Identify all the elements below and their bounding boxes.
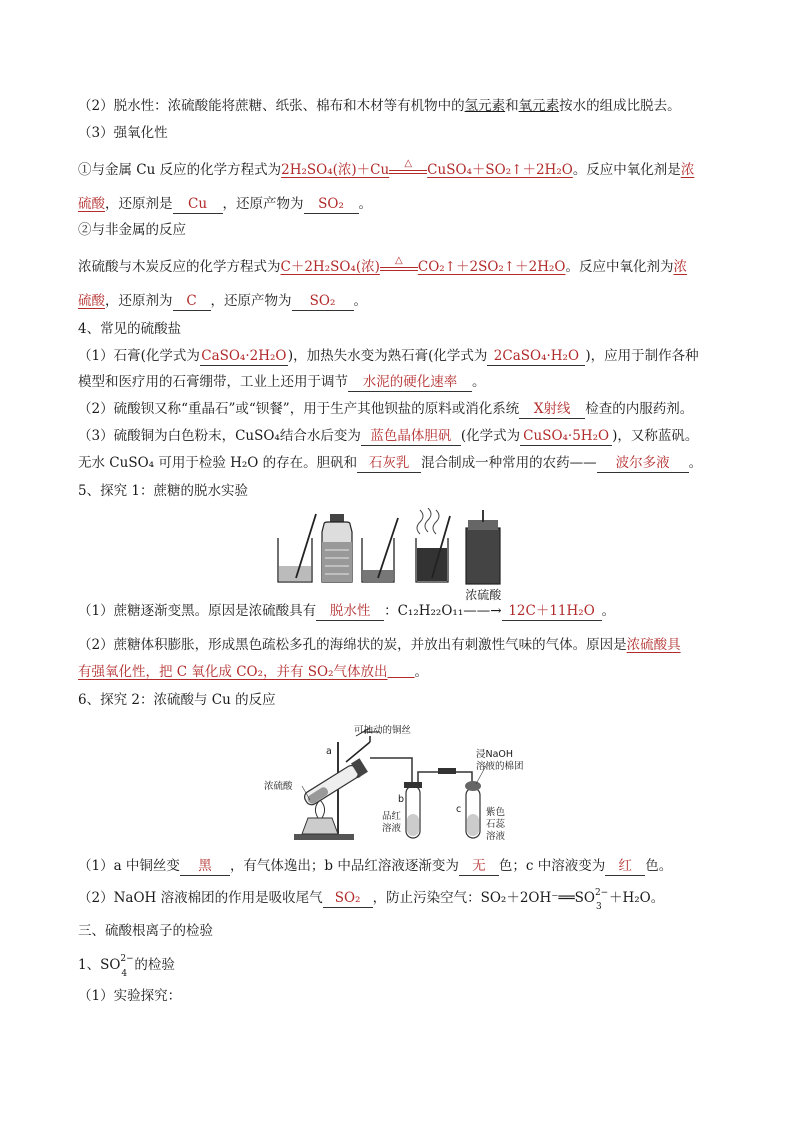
lime-milk-answer: 石灰乳 — [357, 454, 421, 473]
cu-equation-rhs: CuSO₄＋SO₂↑＋2H₂O — [427, 162, 573, 178]
c-reaction-line2: 硫酸，还原剂为 C ，还原产物为 SO₂ 。 — [78, 293, 367, 309]
gypsum-use: 水泥的硬化速率 — [348, 373, 472, 392]
expanded-carbon-beaker-icon — [466, 510, 500, 584]
copper-sulfate-line: （3）硫酸铜为白色粉末，CuSO₄结合水后变为 蓝色晶体胆矾 (化学式为 CuSO₄·5H₂O )，又称蓝矾。 — [78, 428, 699, 444]
c-oxidant-a: 浓 — [673, 259, 687, 275]
plaster-formula: 2CaSO₄·H₂O — [487, 347, 585, 366]
catalyst-label: 浓硫酸 — [465, 588, 502, 602]
fuming-beaker-icon — [416, 508, 450, 582]
sugar-products-answer: 12C＋11H₂O — [502, 602, 602, 621]
tube-c-label: c — [456, 804, 462, 815]
oxygen-element: 氧元素 — [518, 98, 560, 114]
cu-acid-apparatus-figure — [262, 722, 532, 844]
b-liquid-label-2: 溶液 — [382, 823, 402, 834]
exp1-q1-line: （1）蔗糖逐渐变黑。原因是浓硫酸具有 脱水性 ：C₁₂H₂₂O₁₁ 浓硫酸 ——→ 12C＋11H₂O 。 — [78, 601, 728, 621]
exp1-title: 5、探究 1：蔗糖的脱水实验 — [78, 483, 248, 499]
c-equation-lhs: C＋2H₂SO₄(浓) — [280, 259, 380, 275]
section3-title: 三、硫酸根离子的检验 — [78, 923, 213, 939]
copper-sulfate-line2: 无水 CuSO₄ 可用于检验 H₂O 的存在。胆矾和 石灰乳 混合制成一种常用的农药—— 波尔多液 。 — [78, 455, 703, 471]
cu-reductant-answer: Cu — [173, 195, 223, 214]
naoh-label-2: 溶液的棉团 — [476, 761, 524, 772]
barium-answer: X射线 — [519, 400, 585, 419]
tube-b-label: b — [398, 794, 405, 805]
bluestone-answer: 蓝色晶体胆矾 — [361, 427, 461, 446]
bordeaux-answer: 波尔多液 — [597, 454, 689, 473]
gypsum-formula: CaSO₄·2H₂O — [201, 348, 287, 364]
c-liquid-label-3: 溶液 — [486, 831, 506, 842]
acid-label: 浓硫酸 — [264, 781, 293, 792]
heat-equals-sign: △ — [389, 168, 427, 174]
beaker-icon — [278, 514, 316, 582]
exp2-q2-line: （2）NaOH 溶液棉团的作用是吸收尾气 SO₂ ，防止污染空气：SO₂＋2OH⁻══SO 2− 3 ＋H₂O。 — [78, 888, 665, 912]
cu-reaction-line2: 硫酸，还原剂是 Cu ，还原产物为 SO₂ 。 — [78, 196, 372, 212]
tube-a-label: a — [326, 746, 332, 757]
exp1-q2-line2: 有强氧化性，把 C 氧化成 CO₂，并有 SO₂气体放出 。 — [78, 664, 429, 680]
wire-color-answer: 黑 — [180, 857, 230, 876]
c-equation-rhs: CO₂↑＋2SO₂↑＋2H₂O — [417, 259, 566, 275]
c-product-answer: SO₂ — [292, 292, 354, 311]
barium-line: （2）硫酸钡又称“重晶石”或“钡餐”，用于生产其他钡盐的原料或消化系统 X射线 检查的内服药剂。 — [78, 401, 694, 417]
naoh-label-1: 浸NaOH — [476, 749, 514, 760]
cu-oxidant-a: 浓 — [680, 162, 695, 178]
gypsum-line2: 模型和医疗用的石膏绷带，工业上还用于调节 水泥的硬化速率 。 — [78, 374, 486, 390]
exp1-q2-answer-a: 浓硫酸具 — [626, 637, 681, 653]
bluestone-formula: CuSO₄·5H₂O — [520, 427, 612, 446]
beaker-icon — [362, 518, 398, 582]
reagent-bottle-icon — [322, 514, 352, 582]
wire-label: 可抽动的铜丝 — [354, 725, 412, 736]
nonmetal-title: ②与非金属的反应 — [78, 222, 186, 238]
dehydration-line: （2）脱水性：浓硫酸能将蔗糖、纸张、棉布和木材等有机物中的氢元素和氧元素按水的组成比脱去。 — [78, 98, 681, 114]
c-reductant-answer: C — [173, 292, 211, 311]
cu-product-answer: SO₂ — [304, 195, 359, 214]
fuchsine-answer: 无 — [459, 857, 499, 876]
hydrogen-element: 氢元素 — [464, 98, 506, 114]
so4-title: 1、SO 2− 4 的检验 — [78, 954, 175, 979]
c-oxidant-b: 硫酸 — [78, 293, 105, 309]
oxidizing-title: （3）强氧化性 — [78, 125, 168, 141]
c-liquid-label-1: 紫色 — [486, 807, 506, 818]
explore-label: （1）实验探究： — [78, 988, 182, 1004]
dehydration-answer: 脱水性 — [316, 602, 384, 621]
heat-equals-sign: △ — [380, 265, 418, 271]
exp2-q1-line: （1）a 中铜丝变 黑 ，有气体逸出；b 中品红溶液逐渐变为 无 色；c 中溶液变为 红 色。 — [78, 858, 673, 874]
exp1-q2-answer-b: 有强氧化性，把 C 氧化成 CO₂，并有 SO₂气体放出 — [78, 664, 388, 680]
gypsum-line: （1）石膏(化学式为CaSO₄·2H₂O)，加热失水变为熟石膏(化学式为 2CaSO₄·H₂O )，应用于制作各种 — [78, 348, 699, 364]
c-liquid-label-2: 石蕊 — [486, 819, 506, 830]
litmus-answer: 红 — [605, 857, 645, 876]
reaction-arrow: ——→ — [463, 603, 502, 619]
tail-gas-answer: SO₂ — [323, 889, 373, 908]
sugar-dehydration-figure — [270, 508, 520, 588]
c-reaction-line: 浓硫酸与木炭反应的化学方程式为C＋2H₂SO₄(浓) △ CO₂↑＋2SO₂↑＋2H₂O。反应中氧化剂为浓 — [78, 254, 687, 275]
sulfates-title: 4、常见的硫酸盐 — [78, 321, 182, 337]
cu-equation-lhs: 2H₂SO₄(浓)＋Cu — [281, 162, 390, 178]
cu-oxidant-b: 硫酸 — [78, 196, 105, 212]
cu-reaction-line: ①与金属 Cu 反应的化学方程式为2H₂SO₄(浓)＋Cu △ CuSO₄＋SO₂↑＋2H₂O。反应中氧化剂是浓 — [78, 157, 695, 178]
exp2-title: 6、探究 2：浓硫酸与 Cu 的反应 — [78, 692, 276, 708]
exp1-q2-line: （2）蔗糖体积膨胀，形成黑色疏松多孔的海绵状的炭，并放出有刺激性气味的气体。原因是浓硫酸具 — [78, 637, 681, 653]
b-liquid-label-1: 品红 — [382, 811, 402, 822]
